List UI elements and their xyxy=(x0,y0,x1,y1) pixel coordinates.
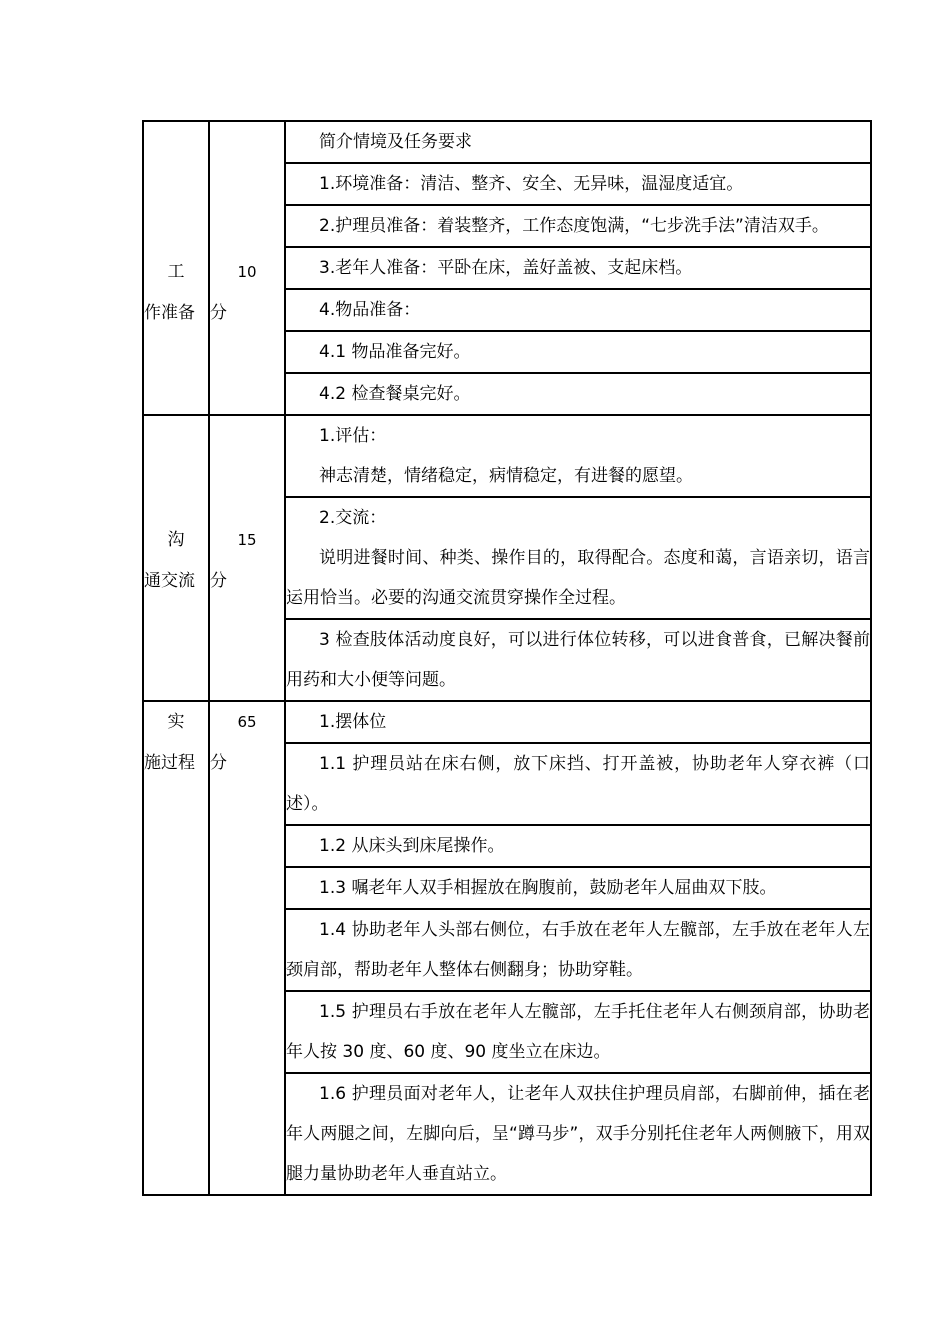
criteria-text: 1.摆体位 xyxy=(319,712,387,732)
table-row xyxy=(143,121,871,163)
criteria-cell xyxy=(285,247,871,289)
criteria-text: 1.2 从床头到床尾操作。 xyxy=(319,836,505,856)
score-cell xyxy=(209,121,285,415)
criteria-cell xyxy=(285,991,871,1073)
criteria-cell xyxy=(285,743,871,825)
criteria-text: 简介情境及任务要求 xyxy=(319,132,472,152)
criteria-text: 1.1 护理员站在床右侧，放下床挡、打开盖被，协助老年人穿衣裤（口述）。 xyxy=(286,754,870,814)
criteria-text: 2.交流： xyxy=(319,508,387,528)
criteria-cell xyxy=(285,701,871,743)
score-value: 10 xyxy=(237,263,257,281)
criteria-text: 说明进餐时间、种类、操作目的，取得配合。态度和蔼，言语亲切，语言运用恰当。必要的沟通交流贯穿操作全过程。 xyxy=(286,548,870,608)
criteria-cell xyxy=(285,121,871,163)
criteria-text: 1.4 协助老年人头部右侧位，右手放在老年人左髋部，左手放在老年人左颈肩部，帮助老年人整体右侧翻身；协助穿鞋。 xyxy=(286,920,870,980)
criteria-cell xyxy=(285,825,871,867)
category-label-line1: 沟 xyxy=(167,530,185,550)
category-cell xyxy=(143,121,209,415)
criteria-text: 神志清楚，情绪稳定，病情稳定，有进餐的愿望。 xyxy=(319,466,693,486)
criteria-text: 1.5 护理员右手放在老年人左髋部，左手托住老年人右侧颈肩部，协助老年人按 30 度、60 度、90 度坐立在床边。 xyxy=(286,1002,870,1062)
criteria-text: 1.评估： xyxy=(319,426,387,446)
category-label-line2: 施过程 xyxy=(144,753,195,773)
criteria-cell xyxy=(285,415,871,497)
criteria-cell xyxy=(285,205,871,247)
criteria-cell xyxy=(285,497,871,619)
category-cell xyxy=(143,701,209,1195)
table-row xyxy=(143,415,871,497)
category-label-line1: 工 xyxy=(167,262,185,282)
criteria-text: 1.6 护理员面对老年人，让老年人双扶住护理员肩部，右脚前伸，插在老年人两腿之间，左脚向后，呈“蹲马步”，双手分别托住老年人两侧腋下，用双腿力量协助老年人垂直站立。 xyxy=(286,1084,870,1184)
criteria-text: 2.护理员准备：着装整齐，工作态度饱满，“七步洗手法”清洁双手。 xyxy=(319,216,829,236)
criteria-text: 3 检查肢体活动度良好，可以进行体位转移，可以进食普食，已解决餐前用药和大小便等问题。 xyxy=(286,630,870,690)
score-value: 15 xyxy=(237,531,257,549)
category-label-line1: 实 xyxy=(167,712,185,732)
criteria-text: 1.环境准备：清洁、整齐、安全、无异味，温湿度适宜。 xyxy=(319,174,744,194)
category-cell xyxy=(143,415,209,701)
criteria-cell xyxy=(285,289,871,331)
score-unit: 分 xyxy=(210,753,227,773)
criteria-cell xyxy=(285,373,871,415)
criteria-cell xyxy=(285,163,871,205)
score-unit: 分 xyxy=(210,303,227,323)
score-unit: 分 xyxy=(210,571,227,591)
category-label-line2: 作准备 xyxy=(144,303,195,323)
table-row xyxy=(143,701,871,743)
criteria-text: 4.1 物品准备完好。 xyxy=(319,342,471,362)
category-label-line2: 通交流 xyxy=(144,571,195,591)
criteria-cell xyxy=(285,1073,871,1195)
criteria-cell xyxy=(285,867,871,909)
criteria-text: 4.物品准备： xyxy=(319,300,421,320)
scoring-table xyxy=(142,120,872,1196)
criteria-cell xyxy=(285,909,871,991)
score-cell xyxy=(209,415,285,701)
criteria-text: 3.老年人准备：平卧在床，盖好盖被、支起床档。 xyxy=(319,258,693,278)
score-value: 65 xyxy=(237,713,257,731)
criteria-cell xyxy=(285,331,871,373)
criteria-text: 1.3 嘱老年人双手相握放在胸腹前，鼓励老年人屈曲双下肢。 xyxy=(319,878,777,898)
criteria-text: 4.2 检查餐桌完好。 xyxy=(319,384,471,404)
score-cell xyxy=(209,701,285,1195)
criteria-cell xyxy=(285,619,871,701)
